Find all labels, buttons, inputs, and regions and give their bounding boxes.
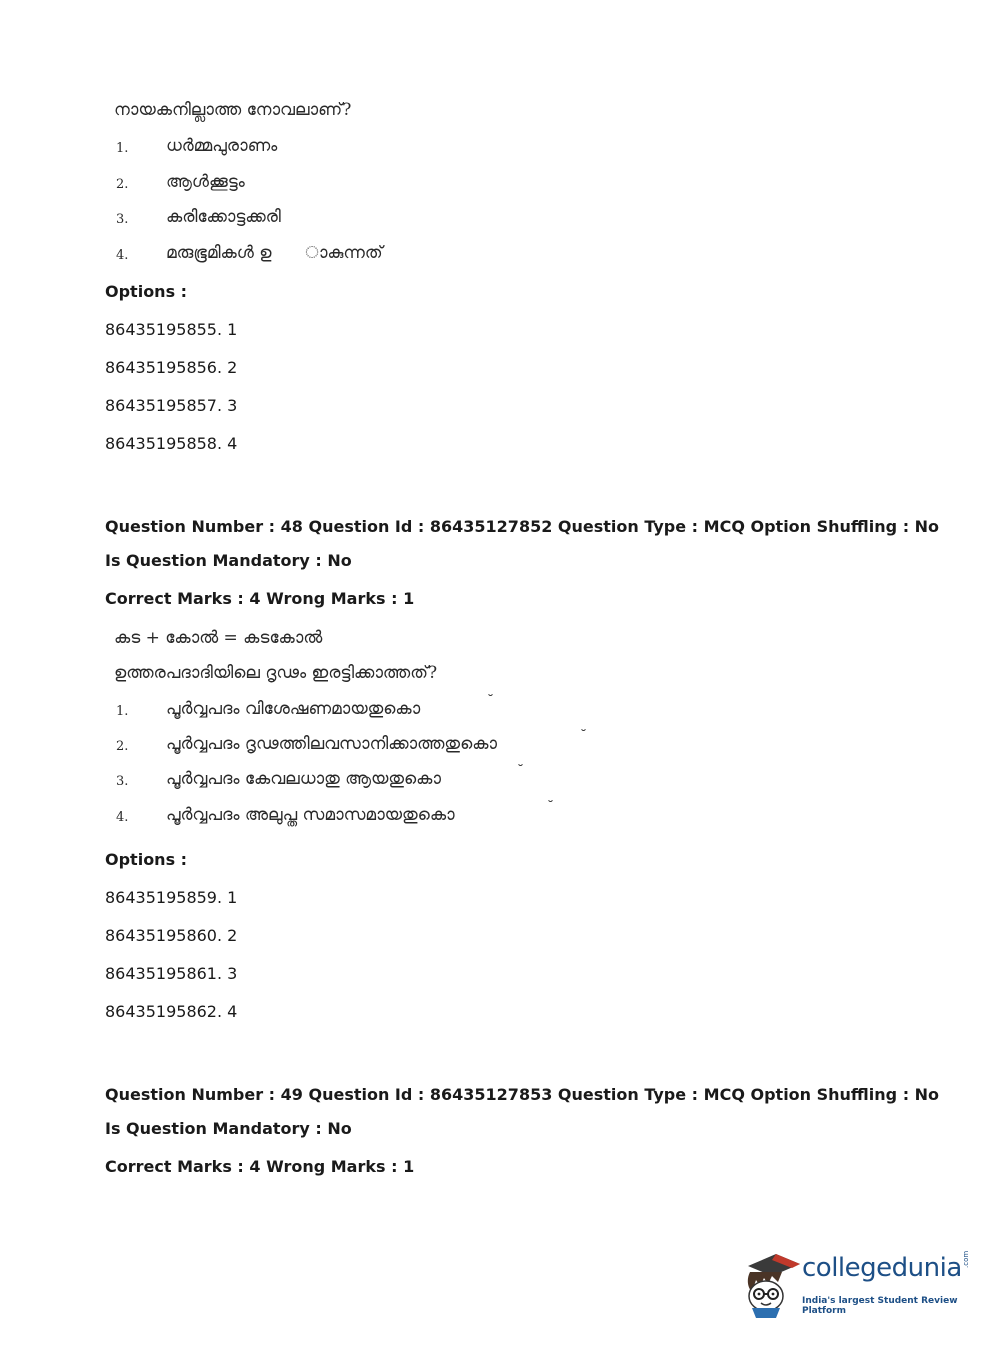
q49-header: Question Number : 49 Question Id : 86435127853 Question Type : MCQ Option Shuffling : No bbox=[105, 1085, 940, 1104]
q47-options-label: Options : bbox=[105, 282, 188, 301]
q48-choice-text: പൂർവ്വപദം വിശേഷണമായതുകൊ bbox=[166, 699, 421, 719]
brand-suffix: .com bbox=[962, 1250, 970, 1268]
brand-tagline: India's largest Student Review Platform bbox=[802, 1296, 958, 1316]
q48-mandatory: Is Question Mandatory : No bbox=[105, 551, 352, 570]
q49-marks: Correct Marks : 4 Wrong Marks : 1 bbox=[105, 1157, 415, 1176]
q47-choice-text: ആൾക്കൂട്ടം bbox=[166, 172, 245, 192]
q48-stem-line1: കട + കോൽ = കടകോൽ bbox=[114, 628, 323, 648]
q47-option-id: 86435195856. 2 bbox=[105, 358, 238, 377]
q47-stem: നായകനില്ലാത്ത നോവലാണ്? bbox=[114, 100, 352, 120]
q47-choice-number: 3. bbox=[116, 212, 129, 227]
q48-options-label: Options : bbox=[105, 850, 188, 869]
q48-choice-mark: ˘ bbox=[517, 763, 524, 779]
q47-option-id: 86435195857. 3 bbox=[105, 396, 238, 415]
q48-choice-number: 2. bbox=[116, 739, 129, 754]
q48-option-id: 86435195859. 1 bbox=[105, 888, 238, 907]
q47-choice-text: ധർമ്മപുരാണം bbox=[166, 136, 278, 156]
q47-choice-text: മരുഭൂമികൾ ഉ ാകുന്നത് bbox=[166, 243, 383, 263]
brand-name: collegedunia bbox=[802, 1253, 962, 1283]
q48-header: Question Number : 48 Question Id : 86435127852 Question Type : MCQ Option Shuffling : No bbox=[105, 517, 940, 536]
q48-choice-number: 4. bbox=[116, 810, 129, 825]
q47-choice-number: 1. bbox=[116, 141, 129, 156]
q48-choice-mark: ˘ bbox=[487, 693, 494, 709]
q48-stem-line2: ഉത്തരപദാദിയിലെ ദൃഢം ഇരട്ടിക്കാത്തത്? bbox=[114, 663, 438, 683]
q48-option-id: 86435195860. 2 bbox=[105, 926, 238, 945]
q47-choice-number: 2. bbox=[116, 177, 129, 192]
q48-choice-text: പൂർവ്വപദം ദൃഢത്തിലവസാനിക്കാത്തതുകൊ bbox=[166, 734, 498, 754]
collegedunia-logo bbox=[742, 1250, 972, 1320]
q48-option-id: 86435195861. 3 bbox=[105, 964, 238, 983]
q48-choice-text: പൂർവ്വപദം അലുപ്ത സമാസമായതുകൊ bbox=[166, 805, 455, 825]
q47-choice-number: 4. bbox=[116, 248, 129, 263]
q48-choice-text: പൂർവ്വപദം കേവലധാതു ആയതുകൊ bbox=[166, 769, 441, 789]
q47-choice-text: കരിക്കോട്ടക്കരി bbox=[166, 207, 281, 227]
q48-marks: Correct Marks : 4 Wrong Marks : 1 bbox=[105, 589, 415, 608]
q48-choice-number: 1. bbox=[116, 704, 129, 719]
q49-mandatory: Is Question Mandatory : No bbox=[105, 1119, 352, 1138]
q48-choice-mark: ˘ bbox=[547, 799, 554, 815]
q48-choice-number: 3. bbox=[116, 774, 129, 789]
q47-option-id: 86435195858. 4 bbox=[105, 434, 238, 453]
q48-option-id: 86435195862. 4 bbox=[105, 1002, 238, 1021]
q48-choice-mark: ˘ bbox=[580, 728, 587, 744]
q47-option-id: 86435195855. 1 bbox=[105, 320, 238, 339]
student-mascot-icon bbox=[742, 1250, 800, 1318]
